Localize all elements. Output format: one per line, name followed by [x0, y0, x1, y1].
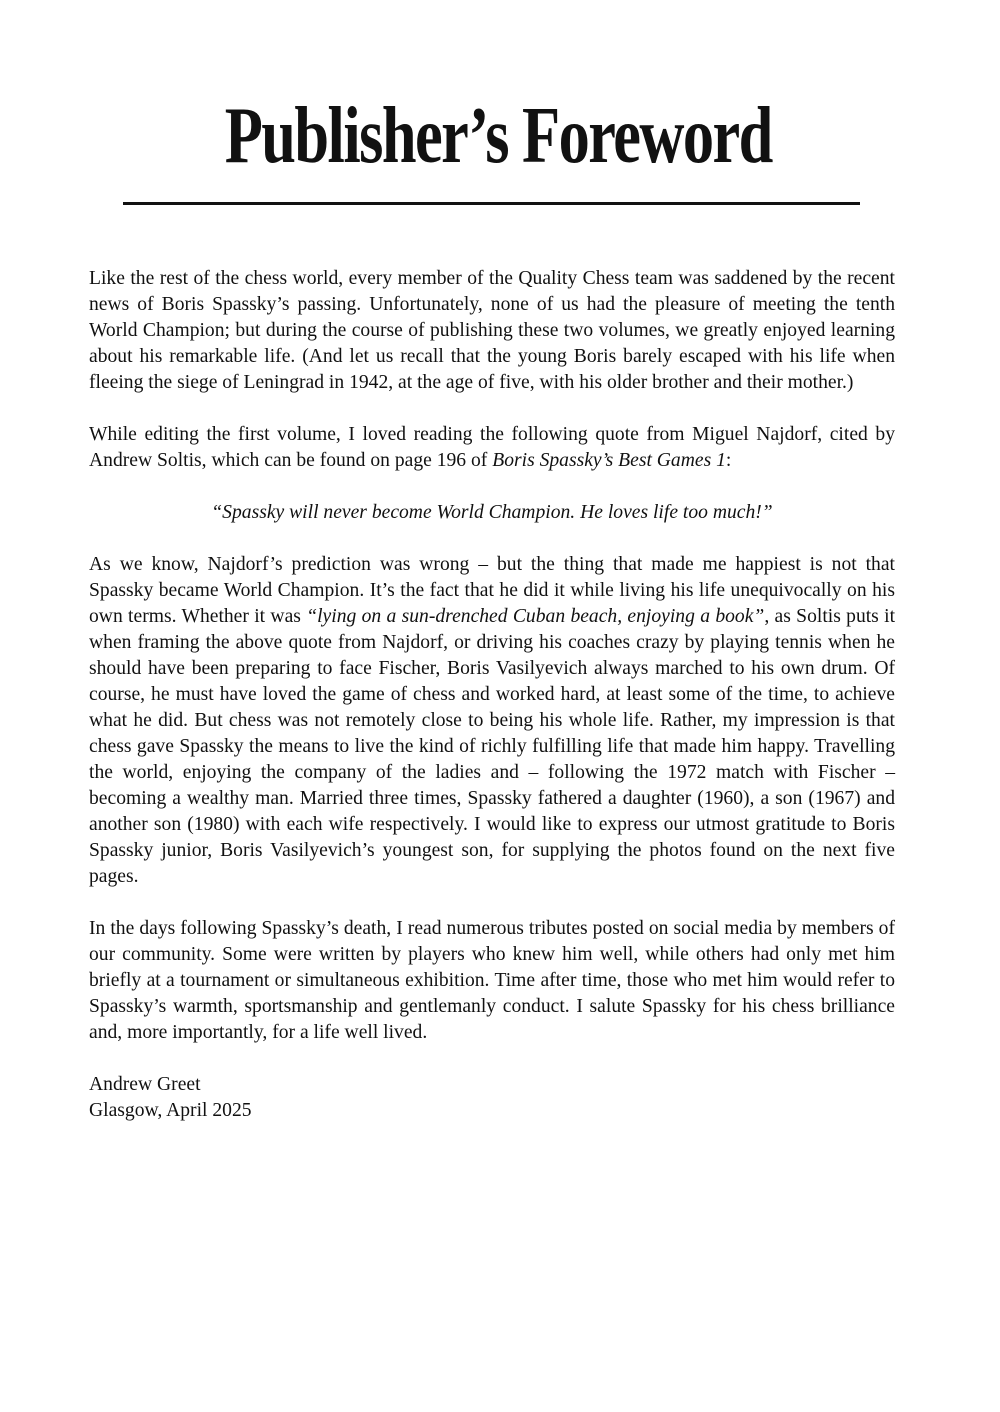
najdorf-quote: “Spassky will never become World Champion. He loves life too much!” — [211, 502, 773, 523]
author-name: Andrew Greet — [89, 1074, 201, 1095]
paragraph-3-text-after: , as Soltis puts it when framing the above quote from Najdorf, or driving his coaches crazy by playing tennis when he should have been preparing to face Fischer, Boris Vasilyevich always marched to his own drum. Of course, he must have loved the game of chess and worked hard, at least some of the time, to achieve what he did. But chess was not remotely close to being his whole life. Rather, my impression is that chess gave Spassky the means to live the kind of richly fulfilling life that made him happy. Travelling the world, enjoying the company of the ladies and – following the 1972 match with Fischer – becoming a wealthy man. Married three times, Spassky fathered a daughter (1960), a son (1967) and another son (1980) with each wife respectively. I would like to express our utmost gratitude to Boris Spassky junior, Boris Vasilyevich’s youngest son, for supplying the photos found on the next five pages. — [89, 606, 896, 887]
paragraph-4: In the days following Spassky’s death, I read numerous tributes posted on social media by members of our community. Some were written by players who knew him well, while others had only met him briefly at a tournament or simultaneous exhibition. Time after time, those who met him would refer to Spassky’s warmth, sportsmanship and gentlemanly conduct. I salute Spassky for his chess brilliance and, more importantly, for a life well lived. — [89, 918, 895, 1043]
book-title: Boris Spassky’s Best Games 1 — [492, 450, 726, 471]
signature — [89, 1072, 895, 1124]
place-and-date: Glasgow, April 2025 — [89, 1100, 252, 1121]
paragraph-2 — [89, 422, 895, 474]
paragraph-3-text-before: As we know, Najdorf’s prediction was wrong – but the thing that made me happiest is not that Spassky became World Champion. It’s the fact that he did it while living his life unequivocally on his own terms. Whether it was — [89, 554, 895, 627]
paragraph-2-text-after: : — [725, 450, 732, 471]
paragraph-1: Like the rest of the chess world, every member of the Quality Chess team was saddened by the recent news of Boris Spassky’s passing. Unfortunately, none of us had the pleasure of meeting the tenth World Champion; but during the course of publishing these two volumes, we greatly enjoyed learning about his remarkable life. (And let us recall that the young Boris barely escaped with his life when fleeing the siege of Leningrad in 1942, at the age of five, with his older brother and their mother.) — [89, 268, 895, 393]
foreword-body — [89, 266, 895, 1150]
paragraph-2-text-before: While editing the first volume, I loved reading the following quote from Miguel Najdorf, cited by Andrew Soltis, which can be found on page 196 of — [89, 424, 895, 471]
soltis-inline-quote: “lying on a sun-drenched Cuban beach, enjoying a book” — [306, 606, 765, 627]
page-title: Publisher’s Foreword — [224, 92, 772, 180]
title-divider — [123, 202, 860, 205]
paragraph-3 — [89, 552, 895, 890]
